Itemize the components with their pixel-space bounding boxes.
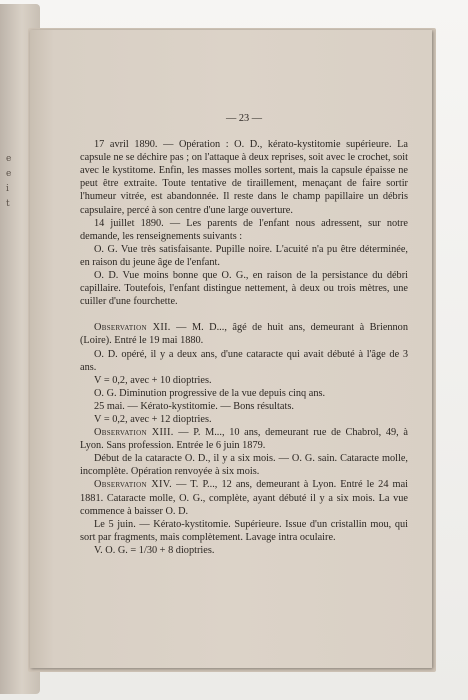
book-page	[30, 30, 432, 668]
paragraph: Le 5 juin. — Kérato-kystitomie. Supérieure. Issue d'un cristallin mou, qui sort par fragments, mais complètement. Lavage intra oculaire.	[80, 518, 408, 543]
paragraph: Début de la cataracte O. D., il y a six mois. — O. G. sain. Cataracte molle, incomplète. Opération renvoyée à six mois.	[80, 453, 408, 478]
observation-heading	[80, 426, 408, 452]
paragraph: 25 mai. — Kérato-kystitomie. — Bons résultats.	[94, 400, 294, 412]
paragraph: 14 juillet 1890. — Les parents de l'enfant nous adressent, sur notre demande, les renseignements suivants :	[80, 217, 408, 242]
observation-text: — M. D..., âgé de huit ans, demeurant à Briennon (Loire). Entré le 19 mai 1880.	[80, 322, 408, 347]
paragraph: O. G. Vue très satisfaisante. Pupille noire. L'acuité n'a pu être déterminée, en raison du jeune âge de l'enfant.	[80, 243, 408, 268]
observation-label: Observation XII.	[94, 322, 171, 334]
facing-page-mark: e	[6, 154, 12, 164]
paragraph: V = 0,2, avec + 12 dioptries.	[94, 413, 212, 425]
observation-label: Observation XIV.	[94, 479, 172, 491]
paragraph: V = 0,2, avec + 10 dioptries.	[94, 374, 212, 386]
facing-page-mark: i	[6, 184, 9, 194]
facing-page-mark: e	[6, 169, 12, 179]
paragraph: O. D. opéré, il y a deux ans, d'une cataracte qui avait débuté à l'âge de 3 ans.	[80, 348, 408, 373]
paragraph: O. D. Vue moins bonne que O. G., en raison de la persistance du débri capillaire. Toutefois, l'enfant distingue nettement, à deux ou trois mètres, une cuiller d'une fourchette.	[80, 270, 408, 308]
observation-text: — T. P..., 12 ans, demeurant à Lyon. Entré le 24 mai 1881. Cataracte molle, O. G., complète, ayant débuté il y a six mois. La vue commence à baisser O. D.	[80, 479, 408, 517]
paragraph: V. O. G. = 1/30 + 8 dioptries.	[94, 544, 215, 556]
page-number: — 23 —	[225, 113, 263, 124]
observation-text: — P. M..., 10 ans, demeurant rue de Chabrol, 49, à Lyon. Sans profession. Entrée le 6 juin 1879.	[80, 427, 408, 452]
observation-heading	[80, 478, 408, 517]
section-gap	[80, 308, 408, 321]
page-text	[80, 112, 408, 557]
paragraph: 17 avril 1890. — Opération : O. D., kérato-kystitomie supérieure. La capsule ne se déchire pas ; on l'attaque à deux reprises, soit avec le crochet, soit avec le kystitome. Enfin, les masses molles sortent, mais la capsule épaisse ne peut être extraite. Toute tentative de tiraillement, menaçant de faire sortir l'humeur vitrée, est abandonnée. Il reste dans le champ papillaire un débris capsulaire, percé à son centre d'une large ouverture.	[80, 139, 408, 216]
paragraph: O. G. Diminution progressive de la vue depuis cinq ans.	[94, 387, 326, 399]
observation-label: Observation XIII.	[94, 427, 174, 439]
facing-page-mark: t	[6, 199, 10, 209]
facing-page-marks	[6, 152, 18, 212]
observation-heading	[80, 321, 408, 347]
